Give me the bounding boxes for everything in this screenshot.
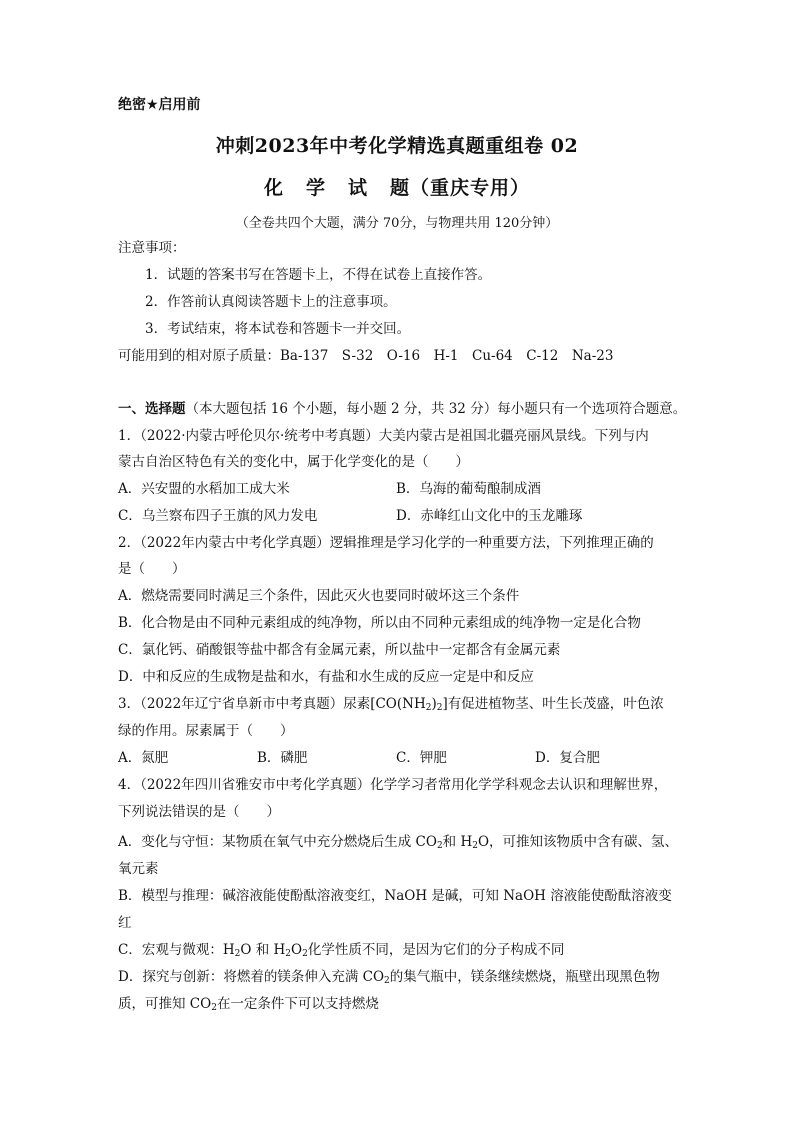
question-4-stem-cont: 下列说法错误的是（ ） (118, 804, 280, 820)
notice-item: 2．作答前认真阅读答题卡上的注意事项。 (145, 294, 397, 310)
q4-option-d (118, 967, 660, 987)
q1-option-a: A．兴安盟的水稻加工成大米 (118, 481, 290, 497)
q4-option-c (118, 940, 564, 960)
question-2-stem: 2．（2022年内蒙古中考化学真题）逻辑推理是学习化学的一种重要方法，下列推理正确的 (118, 535, 654, 551)
q4-text: 在一定条件下可以支持燃烧 (216, 996, 379, 1012)
notice-item: 3．考试结束，将本试卷和答题卡一并交回。 (145, 321, 411, 337)
subscript: 2 (425, 703, 432, 713)
q2-option-d: D．中和反应的生成物是盐和水，有盐和水生成的反应一定是中和反应 (118, 669, 534, 685)
subscript: 2 (472, 841, 478, 851)
q3-text: 3．（2022年辽宁省阜新市中考真题）尿素[CO(NH (118, 696, 426, 712)
q2-option-c: C．氯化钙、硝酸银等盐中都含有金属元素，所以盐中一定都含有金属元素 (118, 642, 561, 658)
q4-option-a (118, 832, 678, 852)
q1-option-d: D．赤峰红山文化中的玉龙雕琢 (396, 508, 583, 524)
subject-char: 化 (263, 177, 284, 199)
section-heading (118, 399, 686, 419)
q3-option-d: D．复合肥 (535, 750, 600, 766)
q3-text: ]有促进植物茎、叶生长茂盛，叶色浓 (442, 696, 664, 712)
subject-char: 试 (347, 177, 368, 199)
q3-option-a: A．氮肥 (118, 750, 169, 766)
question-3-stem-cont: 绿的作用。尿素属于（ ） (118, 723, 294, 739)
q3-text: ) (431, 696, 437, 712)
q4-option-b-cont: 红 (118, 915, 132, 931)
subscript: 2 (384, 976, 390, 986)
q4-option-a-cont: 氧元素 (118, 861, 159, 877)
q4-text: O，可推知该物质中含有碳、氢、 (477, 834, 679, 850)
section-note: （本大题包括 16 个小题，每小题 2 分，共 32 分）每小题只有一个选项符合题意。 (185, 401, 687, 417)
question-3-stem (118, 694, 664, 714)
q1-option-b: B．乌海的葡萄酿制成酒 (396, 481, 541, 497)
subscript: 2 (285, 949, 292, 959)
section-title: 一、选择题 (118, 401, 186, 417)
q3-option-b: B．磷肥 (257, 750, 308, 766)
notice-heading: 注意事项： (118, 240, 186, 256)
exam-title: 冲刺2023年中考化学精选真题重组卷 02 (215, 135, 579, 157)
subscript: 2 (302, 949, 308, 959)
question-4-stem: 4．（2022年四川省雅安市中考化学真题）化学学习者常用化学学科观念去认识和理解世界， (118, 777, 668, 793)
q2-option-b: B．化合物是由不同种元素组成的纯净物，所以由不同种元素组成的纯净物一定是化合物 (118, 615, 641, 631)
q4-text: C．宏观与微观：H (118, 942, 235, 958)
q4-option-d-cont (118, 994, 379, 1014)
q4-text: O (291, 942, 303, 958)
q4-text: 质，可推知 CO (118, 996, 212, 1012)
q4-text: 和 H (442, 834, 473, 850)
q3-option-c: C．钾肥 (396, 750, 447, 766)
q2-option-a: A．燃烧需要同时满足三个条件，因此灭火也要同时破坏这三个条件 (118, 588, 520, 604)
atomic-mass-line: 可能用到的相对原子质量：Ba-137 S-32 O-16 H-1 Cu-64 C-12 Na-23 (118, 348, 614, 364)
subscript: 2 (436, 703, 443, 713)
subject-char: 题 (390, 177, 411, 199)
q4-text: A．变化与守恒：某物质在氧气中充分燃烧后生成 CO (118, 834, 437, 850)
q4-option-b: B．模型与推理：碱溶液能使酚酞溶液变红，NaOH 是碱，可知 NaOH 溶液能使酚酞溶液变 (118, 888, 672, 904)
q1-option-c: C．乌兰察布四子王旗的风力发电 (118, 508, 318, 524)
question-1-stem-cont: 蒙古自治区特色有关的变化中，属于化学变化的是（ ） (118, 454, 469, 470)
q4-text: 的集气瓶中，镁条继续燃烧，瓶壁出现黑色物 (389, 969, 660, 985)
question-2-stem-cont: 是（ ） (118, 561, 186, 577)
subject-title (0, 173, 794, 200)
notice-item: 1．试题的答案书写在答题卡上，不得在试卷上直接作答。 (145, 267, 492, 283)
subject-char: 学 (305, 177, 326, 199)
q4-text: 化学性质不同，是因为它们的分子构成不同 (307, 942, 565, 958)
exam-subtitle: （全卷共四个大题，满分 70分，与物理共用 120分钟） (235, 216, 559, 231)
subscript: 2 (211, 1003, 217, 1013)
subject-suffix: （重庆专用） (410, 177, 531, 199)
confidential-label: 绝密★启用前 (118, 97, 201, 113)
question-1-stem: 1．（2022·内蒙古呼伦贝尔·统考中考真题）大美内蒙古是祖国北疆亮丽风景线。下列与内 (118, 428, 649, 444)
subscript: 2 (436, 841, 443, 851)
q4-text: D．探究与创新：将燃着的镁条伸入充满 CO (118, 969, 385, 985)
subscript: 2 (234, 949, 241, 959)
q4-text: O 和 H (240, 942, 286, 958)
